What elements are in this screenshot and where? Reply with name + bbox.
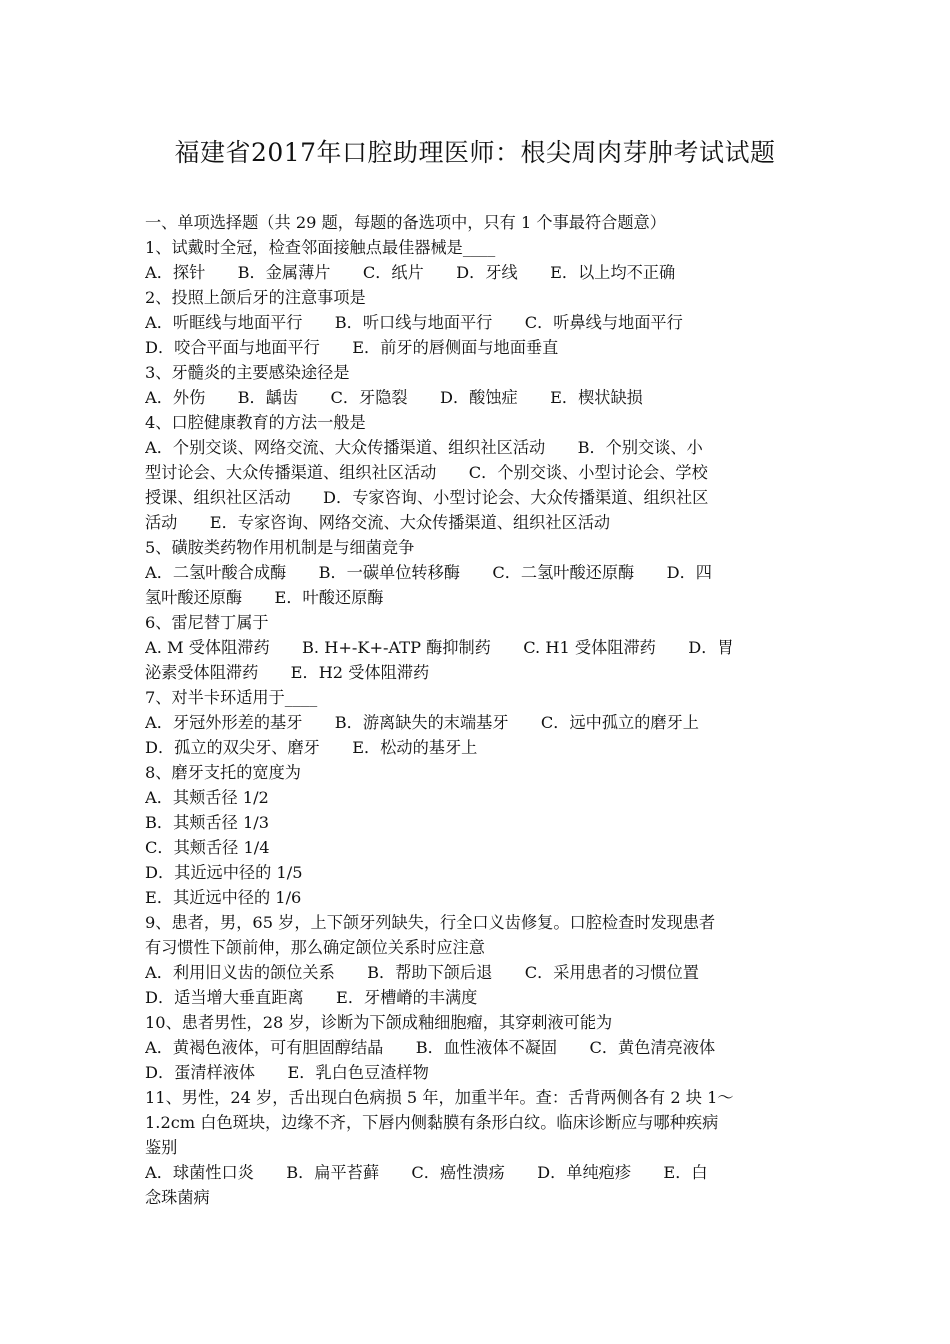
text-line: D．其近远中径的 1/5 xyxy=(145,863,303,882)
text-line: 有习惯性下颌前伸，那么确定颌位关系时应注意 xyxy=(145,938,485,957)
text-line: A．个别交谈、网络交流、大众传播渠道、组织社区活动 B．个别交谈、小 xyxy=(145,438,703,457)
text-line: 授课、组织社区活动 D．专家咨询、小型讨论会、大众传播渠道、组织社区 xyxy=(145,488,709,507)
text-line: 4、口腔健康教育的方法一般是 xyxy=(145,413,366,432)
text-line: A．听眶线与地面平行 B．听口线与地面平行 C．听鼻线与地面平行 xyxy=(145,313,683,332)
text-line: 10、患者男性，28 岁，诊断为下颌成釉细胞瘤，其穿刺液可能为 xyxy=(145,1013,613,1032)
text-line: D．蛋清样液体 E．乳白色豆渣样物 xyxy=(145,1063,429,1082)
text-line: 鉴别 xyxy=(145,1138,178,1157)
text-line: 泌素受体阻滞药 E．H2 受体阻滞药 xyxy=(145,663,430,682)
text-line: A. M 受体阻滞药 B. H+-K+-ATP 酶抑制药 C. H1 受体阻滞药 D．胃 xyxy=(145,638,734,657)
text-line: A．牙冠外形差的基牙 B．游离缺失的末端基牙 C．远中孤立的磨牙上 xyxy=(145,713,699,732)
text-line: A．外伤 B．龋齿 C．牙隐裂 D．酸蚀症 E．楔状缺损 xyxy=(145,388,643,407)
text-line: 1.2cm 白色斑块，边缘不齐，下唇内侧黏膜有条形白纹。临床诊断应与哪种疾病 xyxy=(145,1113,719,1132)
text-line: A．二氢叶酸合成酶 B．一碳单位转移酶 C．二氢叶酸还原酶 D．四 xyxy=(145,563,712,582)
text-line: 11、男性，24 岁，舌出现白色病损 5 年，加重半年。查：舌背两侧各有 2 块 1～ xyxy=(145,1088,734,1107)
text-line: 7、对半卡环适用于____ xyxy=(145,688,318,707)
question-body xyxy=(145,210,810,1210)
text-line: 活动 E．专家咨询、网络交流、大众传播渠道、组织社区活动 xyxy=(145,513,611,532)
section-heading: 一、单项选择题（共 29 题，每题的备选项中，只有 1 个事最符合题意） xyxy=(145,213,666,232)
text-line: 2、投照上颌后牙的注意事项是 xyxy=(145,288,366,307)
text-line: 念珠菌病 xyxy=(145,1188,210,1207)
text-line: A．黄褐色液体，可有胆固醇结晶 B．血性液体不凝固 C．黄色清亮液体 xyxy=(145,1038,716,1057)
text-line: B．其颊舌径 1/3 xyxy=(145,813,270,832)
text-line: 9、患者，男，65 岁，上下颌牙列缺失，行全口义齿修复。口腔检查时发现患者 xyxy=(145,913,716,932)
text-line: E．其近远中径的 1/6 xyxy=(145,888,302,907)
document-title: 福建省2017年口腔助理医师：根尖周肉芽肿考试试题 xyxy=(174,138,776,167)
text-line: 5、磺胺类药物作用机制是与细菌竞争 xyxy=(145,538,415,557)
text-line: A．其颊舌径 1/2 xyxy=(145,788,269,807)
text-line: 氢叶酸还原酶 E．叶酸还原酶 xyxy=(145,588,384,607)
text-line: 6、雷尼替丁属于 xyxy=(145,613,269,632)
text-line: D．适当增大垂直距离 E．牙槽嵴的丰满度 xyxy=(145,988,478,1007)
text-line: A．球菌性口炎 B．扁平苔藓 C．癌性溃疡 D．单纯疱疹 E．白 xyxy=(145,1163,708,1182)
text-line: A．利用旧义齿的颌位关系 B．帮助下颌后退 C．采用患者的习惯位置 xyxy=(145,963,699,982)
text-line: C．其颊舌径 1/4 xyxy=(145,838,270,857)
text-line: D．咬合平面与地面平行 E．前牙的唇侧面与地面垂直 xyxy=(145,338,559,357)
text-line: 1、试戴时全冠，检查邻面接触点最佳器械是____ xyxy=(145,238,496,257)
text-line: 3、牙髓炎的主要感染途径是 xyxy=(145,363,350,382)
text-line: A．探针 B．金属薄片 C．纸片 D．牙线 E．以上均不正确 xyxy=(145,263,676,282)
text-line: 型讨论会、大众传播渠道、组织社区活动 C．个别交谈、小型讨论会、学校 xyxy=(145,463,708,482)
text-line: D．孤立的双尖牙、磨牙 E．松动的基牙上 xyxy=(145,738,478,757)
text-line: 8、磨牙支托的宽度为 xyxy=(145,763,301,782)
